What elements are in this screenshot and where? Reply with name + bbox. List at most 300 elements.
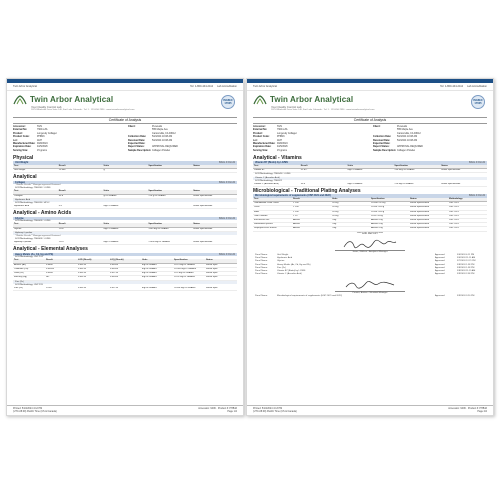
info-key: Product Code: bbox=[253, 135, 270, 139]
info-key: Collection Date: bbox=[128, 135, 147, 139]
approval-label: Panel Name: bbox=[255, 256, 268, 259]
table-cell: USP 2022 bbox=[448, 227, 487, 231]
table-cell: Mercury (Hg) bbox=[13, 276, 45, 280]
table-cell: Hydroxy-L-proline bbox=[13, 241, 58, 245]
table-cell: Within Specification bbox=[409, 219, 448, 223]
panel-method: SOP/Methodology: USP 233 bbox=[15, 283, 43, 286]
signature-block-1 bbox=[247, 236, 493, 254]
table-cell: Vitamin C (Ascorbic Acid) bbox=[253, 183, 300, 187]
table-cell: CFU/g bbox=[331, 210, 370, 214]
table-row bbox=[13, 227, 237, 231]
table-cell: Within Spec bbox=[205, 263, 237, 267]
column-header: Specification bbox=[147, 223, 192, 227]
table-cell: /10g bbox=[331, 223, 370, 227]
table-row bbox=[253, 227, 487, 231]
elemental-table bbox=[13, 259, 237, 280]
sample-info-grid bbox=[247, 124, 493, 154]
signer-name: Jones, Wallace - Analytical Manager bbox=[335, 250, 405, 254]
section-title: Physical bbox=[13, 155, 34, 162]
approval-label: Panel Name: bbox=[255, 263, 268, 266]
info-key: External No: bbox=[253, 128, 268, 132]
physical-section bbox=[7, 155, 243, 173]
section-title: Analytical - Vitamins bbox=[253, 155, 302, 162]
approval-status: Approved: bbox=[435, 253, 445, 256]
table-cell: 0.02739 bbox=[109, 287, 141, 291]
column-header: Specification bbox=[147, 190, 192, 194]
signature-block-2 bbox=[247, 277, 493, 295]
table-cell: 0.00134 bbox=[77, 272, 109, 276]
table-cell: Within Spec bbox=[205, 287, 237, 291]
approval-panel: Glycine bbox=[277, 260, 285, 263]
table-cell: USP 2021 bbox=[448, 206, 487, 210]
info-value: PHB16 bbox=[37, 135, 45, 139]
panel-method: SOP/Methodology: TM4069 / LC/MS bbox=[15, 220, 51, 223]
column-header: Status bbox=[409, 198, 448, 202]
certificate-title: Certificate of Analysis bbox=[253, 117, 487, 124]
info-key: Report Status: bbox=[373, 145, 390, 149]
amino-table bbox=[13, 223, 237, 231]
column-header: Status bbox=[192, 165, 237, 169]
table-cell: mg/15 GRAMS bbox=[103, 205, 148, 209]
table-cell: 0.00268 bbox=[109, 263, 141, 267]
vitamins-section bbox=[247, 155, 493, 187]
approval-panel: Vitamin B7 (Biotin) by LC/MS bbox=[277, 270, 306, 273]
info-key: Accession: bbox=[253, 125, 266, 128]
lab-name: Twin Arbor Analytical bbox=[270, 95, 354, 104]
table-cell: Within Specification bbox=[409, 206, 448, 210]
top-left-text: Twin Arbor Analytical bbox=[13, 85, 37, 88]
info-value: 5/2/2024 10:08 AM bbox=[397, 135, 418, 139]
table-cell: Escherichia coli bbox=[253, 219, 292, 223]
column-header: Units bbox=[331, 198, 370, 202]
info-key: Product: bbox=[13, 131, 23, 135]
table-cell: /10g bbox=[331, 219, 370, 223]
column-header: Units bbox=[103, 223, 148, 227]
lab-header bbox=[247, 91, 493, 117]
table-cell: USP 2021 bbox=[448, 210, 487, 214]
printed-date: Printed: 5/10/2024 4:13 PM bbox=[253, 407, 283, 410]
column-header: Specification bbox=[147, 165, 192, 169]
column-header: Units bbox=[141, 259, 173, 263]
approval-date: 5/8/2024 11:15 AM bbox=[457, 270, 476, 273]
table-cell: Unit Weight bbox=[13, 169, 58, 173]
sample-info-grid bbox=[7, 124, 243, 154]
table-cell: Total Aerobic Plate Count bbox=[253, 202, 292, 206]
table-cell: 0.4368 bbox=[45, 272, 77, 276]
signer-name: Pereira, Aristeo - Microbial Manager bbox=[335, 291, 405, 295]
approval-row bbox=[247, 273, 493, 276]
table-cell: >30 mcg/15 GRAMS bbox=[393, 169, 440, 173]
info-value: Collagen Powder bbox=[152, 148, 171, 152]
section-title: Analytical - Elemental Analyses bbox=[13, 246, 88, 253]
approval-panel: Vitamin C (Ascorbic Acid) bbox=[277, 273, 302, 276]
micro-section bbox=[247, 188, 493, 231]
panel-band: Vitamin B7 (Biotin) by LC/MS BACL 9 Oct 22 bbox=[255, 161, 485, 165]
table-cell: <10000 CFU/g bbox=[370, 202, 409, 206]
lab-name: Twin Arbor Analytical bbox=[30, 95, 114, 104]
approval-status: Approved: bbox=[435, 263, 445, 266]
table-cell: Within Specification bbox=[409, 210, 448, 214]
table-row bbox=[13, 241, 237, 245]
approval-status: Approved: bbox=[435, 260, 445, 263]
info-value: APPROVAL REQUIRED bbox=[152, 145, 178, 149]
info-value: 5/2/2024 10:08 AM bbox=[152, 135, 173, 139]
table-cell: CFU/g bbox=[331, 202, 370, 206]
column-header: Test bbox=[253, 198, 292, 202]
info-key: Lot: bbox=[13, 138, 18, 142]
table-cell: Absent bbox=[292, 227, 331, 231]
table-cell: Absent /10g bbox=[370, 227, 409, 231]
table-cell: Lead (Pb) bbox=[13, 272, 45, 276]
column-header: Status bbox=[192, 190, 237, 194]
approval-status: Approved: bbox=[435, 294, 445, 297]
info-value: 79041-ZA bbox=[37, 128, 48, 132]
info-value: 4/25/2026 bbox=[277, 145, 288, 149]
table-row bbox=[253, 183, 487, 187]
table-cell: 1130 bbox=[58, 227, 103, 231]
table-cell: Absent bbox=[292, 223, 331, 227]
info-value: Carsonvilla, CA 93012 bbox=[152, 131, 176, 135]
timezone: (UTC-08:00) Pacific Time (US & Canada) bbox=[253, 410, 297, 414]
table-cell: 0.00134 bbox=[77, 267, 109, 271]
info-row bbox=[128, 149, 237, 152]
column-header: Result bbox=[292, 198, 331, 202]
end-report-marker: ***** END REPORT ***** bbox=[356, 231, 384, 235]
table-cell: 52.877 bbox=[300, 169, 347, 173]
table-cell: CFU/g bbox=[331, 214, 370, 218]
analytical-table-2 bbox=[13, 205, 237, 209]
approval-panel: Heavy Metals (As, Cd, Hg and Pb) bbox=[277, 263, 311, 266]
info-value: 555 Maple Ave bbox=[152, 128, 168, 132]
info-value: 1187 bbox=[37, 138, 43, 142]
lab-tagline: Your Quality Control Lab bbox=[31, 105, 62, 109]
table-cell: 15.486 bbox=[58, 169, 103, 173]
panel-band: Heavy Metals (As, Cd, Hg and Pb) BACL 9 Oct 22 bbox=[15, 252, 235, 256]
section-title: Analytical bbox=[13, 174, 37, 181]
table-cell: <1000 CFU/g bbox=[370, 210, 409, 214]
column-header: Test bbox=[13, 259, 45, 263]
panel-method: SOP/Methodology: TM4035 / HPLC bbox=[15, 202, 50, 205]
info-key: Accession: bbox=[13, 125, 26, 128]
table-cell: Staphylococcus aureus bbox=[253, 227, 292, 231]
info-value: Carsonvilla, CA 93012 bbox=[397, 131, 421, 135]
panel-method: SOP/Methodology: TM4045 / LC/MS bbox=[255, 173, 291, 176]
tree-logo-icon bbox=[13, 95, 27, 105]
column-header: Test bbox=[13, 165, 58, 169]
table-cell: mg/15 GRAMS bbox=[103, 227, 148, 231]
table-cell bbox=[147, 169, 192, 173]
panel-band: Microbiological requirements of supplements (USP 2021 and 2022) BACL 9 Oct 22 bbox=[255, 194, 485, 198]
column-header: LOD (Result) bbox=[77, 259, 109, 263]
info-key: Product: bbox=[253, 131, 263, 135]
approval-date: 5/7/2024 12:21 PM bbox=[457, 260, 476, 263]
info-value: PHB16 bbox=[277, 135, 285, 139]
info-key: Serving Size: bbox=[253, 148, 269, 152]
table-cell: Hyaluronic Acid bbox=[13, 205, 58, 209]
info-key: Client: bbox=[373, 125, 381, 128]
table-cell: mg/15 GRAMS bbox=[141, 276, 173, 280]
accreditation-seal: ISO/IEC 17025 bbox=[221, 95, 235, 109]
approval-date: 5/6/2024 4:11 PM bbox=[457, 253, 475, 256]
table-cell: 0.00134 bbox=[77, 276, 109, 280]
info-value: 4/25/2026 bbox=[37, 145, 48, 149]
approval-label: Panel Name: bbox=[255, 260, 268, 263]
table-cell: mg/15 GRAMS bbox=[347, 169, 394, 173]
column-header: Result bbox=[58, 165, 103, 169]
approval-label: Panel Name: bbox=[255, 273, 268, 276]
table-cell: >1000 mg/15 GRAMS bbox=[147, 241, 192, 245]
info-value: PureLabs bbox=[397, 125, 408, 128]
sub-panel-band: Hyaluronic Acid bbox=[13, 199, 237, 202]
table-cell: < 100 bbox=[292, 210, 331, 214]
top-accreditation: Lab Accreditation bbox=[217, 85, 237, 88]
table-cell: Arsenic (As) bbox=[13, 263, 45, 267]
column-header: Methodology bbox=[448, 198, 487, 202]
table-cell: Within Specification bbox=[409, 202, 448, 206]
table-cell: Within Spec bbox=[205, 267, 237, 271]
table-cell: mg/15 GRAMS bbox=[103, 241, 148, 245]
column-header: Test bbox=[13, 190, 58, 194]
table-cell: 30.6 bbox=[300, 183, 347, 187]
info-value: Longevity Collagen bbox=[277, 131, 298, 135]
approval-panel: Hyaluronic Acid bbox=[277, 256, 293, 259]
table-cell: Within Specification bbox=[409, 214, 448, 218]
column-header: Status bbox=[440, 165, 487, 169]
coa-page-2 bbox=[246, 78, 494, 416]
accession-ref: Accession: 9406 · Product #: PHB16 bbox=[448, 407, 487, 410]
approval-status: Approved: bbox=[435, 273, 445, 276]
lab-tagline: Your Quality Control Lab bbox=[271, 105, 302, 109]
table-cell: Within Spec bbox=[205, 276, 237, 280]
table-cell: >10 g/15 GRAMS bbox=[147, 194, 192, 198]
table-cell: >900 mg/15 GRAMS bbox=[147, 227, 192, 231]
column-header: Result bbox=[300, 165, 347, 169]
table-cell: mg/15 GRAMS bbox=[141, 287, 173, 291]
info-key: Manufactured Date: bbox=[13, 142, 36, 146]
column-header: Test bbox=[253, 165, 300, 169]
table-cell: mg/15 GRAMS bbox=[347, 183, 394, 187]
table-cell: Within Specification bbox=[192, 205, 237, 209]
sub-panel-band: Zinc (Zn) bbox=[13, 281, 237, 284]
info-key: Expiration Date: bbox=[253, 145, 272, 149]
info-row bbox=[373, 149, 487, 152]
table-cell: <0.15 mg/15 GRAMS bbox=[173, 263, 205, 267]
column-header: Status bbox=[192, 223, 237, 227]
signature-image bbox=[340, 279, 400, 291]
table-cell: Within Specification bbox=[409, 223, 448, 227]
approval-label: Panel Name: bbox=[255, 294, 268, 297]
lab-address: 1875 Brookside Drive Suite 140, Fort Lake Colorado · Tel: 1 · 123-456-7890 · www.twinarboranalytical.com bbox=[31, 109, 135, 111]
table-cell: USP 2021 bbox=[448, 202, 487, 206]
info-key: Expected Date: bbox=[373, 142, 391, 146]
table-cell: Total Coliform bbox=[253, 214, 292, 218]
panel-note: **Biolabs Results** Manager-approved Reviewed bbox=[15, 235, 61, 238]
approval-label: Panel Name: bbox=[255, 266, 268, 269]
approval-date: 5/6/2024 11:11 AM bbox=[457, 256, 476, 259]
info-row bbox=[13, 149, 122, 152]
info-value: PureLabs bbox=[152, 125, 163, 128]
column-header: Test bbox=[13, 223, 58, 227]
top-accreditation: Lab Accreditation bbox=[467, 85, 487, 88]
amino-section bbox=[7, 210, 243, 245]
approval-date: 5/9/2024 2:58 PM bbox=[457, 273, 475, 276]
table-cell: Within Specification bbox=[440, 169, 487, 173]
lab-header bbox=[7, 91, 243, 117]
approval-date: 5/8/2024 1:38 PM bbox=[457, 263, 475, 266]
table-cell: Collagen bbox=[13, 194, 58, 198]
table-cell: Absent bbox=[292, 219, 331, 223]
info-value: 15 grams bbox=[277, 148, 287, 152]
section-title: Analytical - Amino Acids bbox=[13, 210, 72, 217]
info-key: Client: bbox=[128, 125, 136, 128]
table-cell: Vitamin B7 bbox=[253, 169, 300, 173]
table-cell: <0.005 mg/15 GRAMS bbox=[173, 267, 205, 271]
table-cell bbox=[192, 169, 237, 173]
certificate-title: Certificate of Analysis bbox=[13, 117, 237, 124]
table-cell: g bbox=[103, 169, 148, 173]
top-line bbox=[247, 83, 493, 91]
info-value: Longevity Collagen bbox=[37, 131, 58, 135]
panel-method: SOP/Methodology: TM4030 / LC/MS bbox=[15, 187, 51, 190]
approval-panel: Zinc (Zn) bbox=[277, 266, 286, 269]
table-cell: < 100 bbox=[292, 206, 331, 210]
table-cell: Glycine bbox=[13, 227, 58, 231]
table-cell: g/15 GRAMS bbox=[103, 194, 148, 198]
table-cell: Mold bbox=[253, 210, 292, 214]
table-cell: mg/15 GRAMS bbox=[141, 267, 173, 271]
table-cell: Cadmium (Cd) bbox=[13, 267, 45, 271]
table-cell: <1000 CFU/g bbox=[370, 206, 409, 210]
info-key: External No: bbox=[13, 128, 28, 132]
info-key: Manufactured Date: bbox=[253, 142, 276, 146]
approval-date: 5/8/2024 1:38 PM bbox=[457, 266, 475, 269]
page-footer bbox=[247, 405, 493, 415]
table-row bbox=[13, 169, 237, 173]
column-header: Result bbox=[58, 223, 103, 227]
info-key: Expected Date: bbox=[128, 142, 146, 146]
info-key: Product Code: bbox=[13, 135, 30, 139]
table-cell: /10g bbox=[331, 227, 370, 231]
info-key: Collection Date: bbox=[373, 135, 392, 139]
page-number: Page 2/2 bbox=[477, 410, 487, 414]
approvals-list-2 bbox=[247, 295, 493, 298]
table-cell: Yeast bbox=[253, 206, 292, 210]
info-value: Collagen Powder bbox=[397, 148, 416, 152]
table-cell: Within Specification bbox=[192, 194, 237, 198]
approval-label: Panel Name: bbox=[255, 253, 268, 256]
table-cell: 5.4 bbox=[58, 205, 103, 209]
info-value: APPROVAL REQUIRED bbox=[397, 145, 423, 149]
info-row bbox=[253, 149, 367, 152]
info-value: SVN bbox=[277, 125, 282, 128]
approval-panel: Unit Weight bbox=[277, 253, 289, 256]
approval-status: Approved: bbox=[435, 256, 445, 259]
info-value: 9/28/2024 bbox=[37, 142, 48, 146]
physical-table bbox=[13, 165, 237, 173]
info-key: Report Status: bbox=[128, 145, 145, 149]
table-cell: Zinc (Zn) bbox=[13, 287, 45, 291]
info-value: 79041-ZA bbox=[277, 128, 288, 132]
table-cell: Within Specification bbox=[409, 227, 448, 231]
panel-band: Glycine BACL 9 Oct 22 bbox=[15, 216, 235, 220]
amino-table-2 bbox=[13, 241, 237, 245]
info-value: 5/2/2024 10:08 AM bbox=[152, 138, 173, 142]
table-row bbox=[13, 287, 237, 291]
vitamins-table-2 bbox=[253, 183, 487, 187]
info-value: 1187 bbox=[277, 138, 283, 142]
table-cell: < 10 bbox=[292, 214, 331, 218]
table-row bbox=[13, 194, 237, 198]
sub-panel-band: Vitamin C (Ascorbic Acid) bbox=[253, 177, 487, 180]
timezone: (UTC-08:00) Pacific Time (US & Canada) bbox=[13, 410, 57, 414]
column-header: Units bbox=[103, 165, 148, 169]
elemental-section bbox=[7, 246, 243, 291]
approval-date: 5/9/2024 3:20 PM bbox=[457, 294, 475, 297]
approval-panel: Microbiological requirements of supplements (USP 2021 and 2022) bbox=[277, 294, 343, 297]
tree-logo-icon bbox=[253, 95, 267, 105]
table-cell: Absent /10g bbox=[370, 223, 409, 227]
table-cell: USP 2022 bbox=[448, 219, 487, 223]
table-cell: 0.02739 bbox=[109, 272, 141, 276]
table-cell: Within Specification bbox=[192, 227, 237, 231]
table-cell: 0.00134 bbox=[77, 287, 109, 291]
info-key: Serving Size: bbox=[13, 148, 29, 152]
table-cell: 0.00454 bbox=[45, 267, 77, 271]
table-cell: <100 CFU/g bbox=[370, 214, 409, 218]
panel-band: Collagen BACL 9 Oct 22 bbox=[15, 180, 235, 184]
table-cell: 1210 bbox=[58, 241, 103, 245]
section-title: Microbiological - Traditional Plating Analyses bbox=[253, 188, 361, 195]
column-header: Result bbox=[58, 190, 103, 194]
approvals-list-1 bbox=[247, 254, 493, 277]
info-value: 555 Maple Ave bbox=[397, 128, 413, 132]
sub-panel-band: Hydroxy-L-proline bbox=[13, 232, 237, 235]
table-cell: USP 2021 bbox=[448, 214, 487, 218]
column-header: Specification bbox=[393, 165, 440, 169]
table-cell: < 100 bbox=[292, 202, 331, 206]
accession-ref: Accession: 9406 · Product #: PHB16 bbox=[198, 407, 237, 410]
column-header: Result bbox=[45, 259, 77, 263]
info-key: Received Date: bbox=[128, 138, 146, 142]
table-cell: Within Specification bbox=[192, 241, 237, 245]
table-cell: <0.02 mg/15 GRAMS bbox=[173, 276, 205, 280]
analytical-table bbox=[13, 190, 237, 198]
table-cell: >10 mg/15 GRAMS bbox=[393, 183, 440, 187]
table-cell: CFU/g bbox=[331, 206, 370, 210]
table-cell: mg/15 GRAMS bbox=[141, 263, 173, 267]
coa-page-1 bbox=[6, 78, 244, 416]
approval-status: Approved: bbox=[435, 266, 445, 269]
panel-band: Unit Weight BACL 9 Oct 22 bbox=[15, 161, 235, 165]
approval-status: Approved: bbox=[435, 270, 445, 273]
info-key: Lot: bbox=[253, 138, 258, 142]
top-phone: Tel: 1-800-444-2112 bbox=[190, 85, 214, 88]
info-value: 9/28/2024 bbox=[277, 142, 288, 146]
lab-address: 1875 Brookside Drive Suite 140, Fort Lake Colorado · Tel: 1 · 123-456-7890 · www.twinarboranalytical.com bbox=[271, 109, 375, 111]
approval-row bbox=[247, 295, 493, 298]
table-cell: ND bbox=[45, 276, 77, 280]
info-key: Received Date: bbox=[373, 138, 391, 142]
info-value: SVN bbox=[37, 125, 42, 128]
info-key: Expiration Date: bbox=[13, 145, 32, 149]
table-cell: Absent /10g bbox=[370, 219, 409, 223]
table-cell: 0.00134 bbox=[77, 263, 109, 267]
info-key: Sample Description: bbox=[373, 148, 397, 152]
table-row bbox=[13, 276, 237, 280]
info-key: Sample Description: bbox=[128, 148, 152, 152]
column-header: Units bbox=[103, 190, 148, 194]
signature-image bbox=[340, 238, 400, 250]
